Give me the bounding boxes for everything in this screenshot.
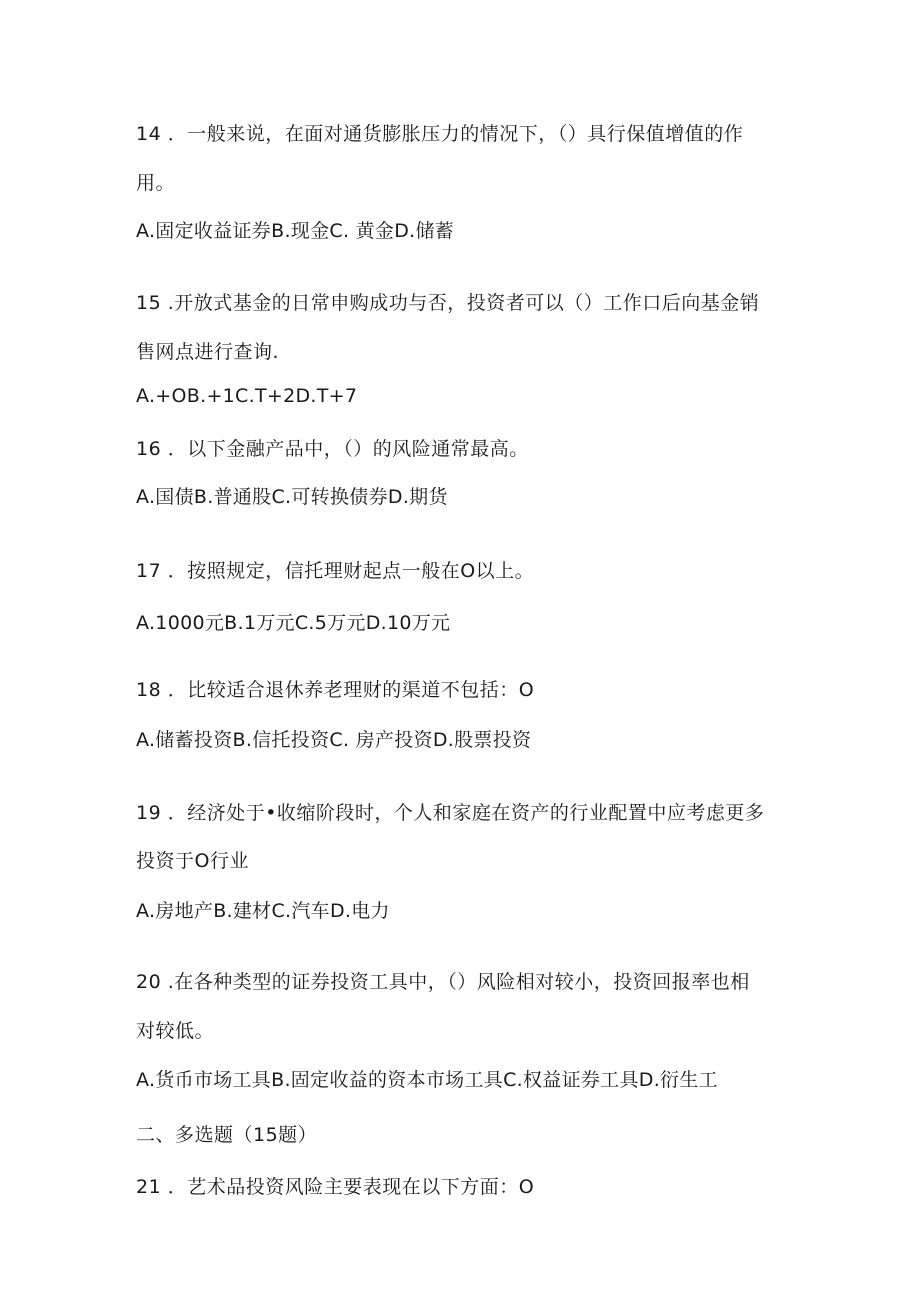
question-15-options: A.+OB.+1C.T+2D.T+7 [136,385,358,407]
question-15-stem-line-1: 15 .开放式基金的日常申购成功与否，投资者可以（）工作口后向基金销 [136,292,760,314]
question-20-stem-line-1: 20 .在各种类型的证券投资工具中，（）风险相对较小，投资回报率也相 [136,971,750,993]
question-17-options: A.1000元B.1万元C.5万元D.10万元 [136,612,451,634]
question-18-stem-line-1: 18 ．比较适合退休养老理财的渠道不包括：O [136,679,535,701]
question-16-stem-line-1: 16 ．以下金融产品中，（）的风险通常最高。 [136,438,529,460]
question-18-options: A.储蓄投资B.信托投资C. 房产投资D.股票投资 [136,729,532,751]
question-15-stem-line-2: 售网点进行查询. [136,341,280,363]
section-title: 二、多选题（15题） [136,1124,318,1146]
question-17-stem-line-1: 17 ．按照规定，信托理财起点一般在O以上。 [136,560,535,582]
question-20-options: A.货币市场工具B.固定收益的资本市场工具C.权益证券工具D.衍生工 [136,1069,718,1091]
question-14-stem-line-2: 用。 [136,172,176,194]
question-19-stem-line-2: 投资于O行业 [136,850,249,872]
question-14-stem-line-1: 14 ．一般来说，在面对通货膨胀压力的情况下，（）具行保值增值的作 [136,123,744,145]
question-20-stem-line-2: 对较低。 [136,1020,215,1042]
question-14-options: A.固定收益证券B.现金C. 黄金D.储蓄 [136,220,455,242]
question-19-stem-line-1: 19 ．经济处于•收缩阶段时，个人和家庭在资产的行业配置中应考虑更多 [136,802,765,824]
question-21-stem-line-1: 21 ．艺术品投资风险主要表现在以下方面：O [136,1176,535,1198]
question-19-options: A.房地产B.建材C.汽车D.电力 [136,900,390,922]
question-16-options: A.国债B.普通股C.可转换债券D.期货 [136,486,448,508]
